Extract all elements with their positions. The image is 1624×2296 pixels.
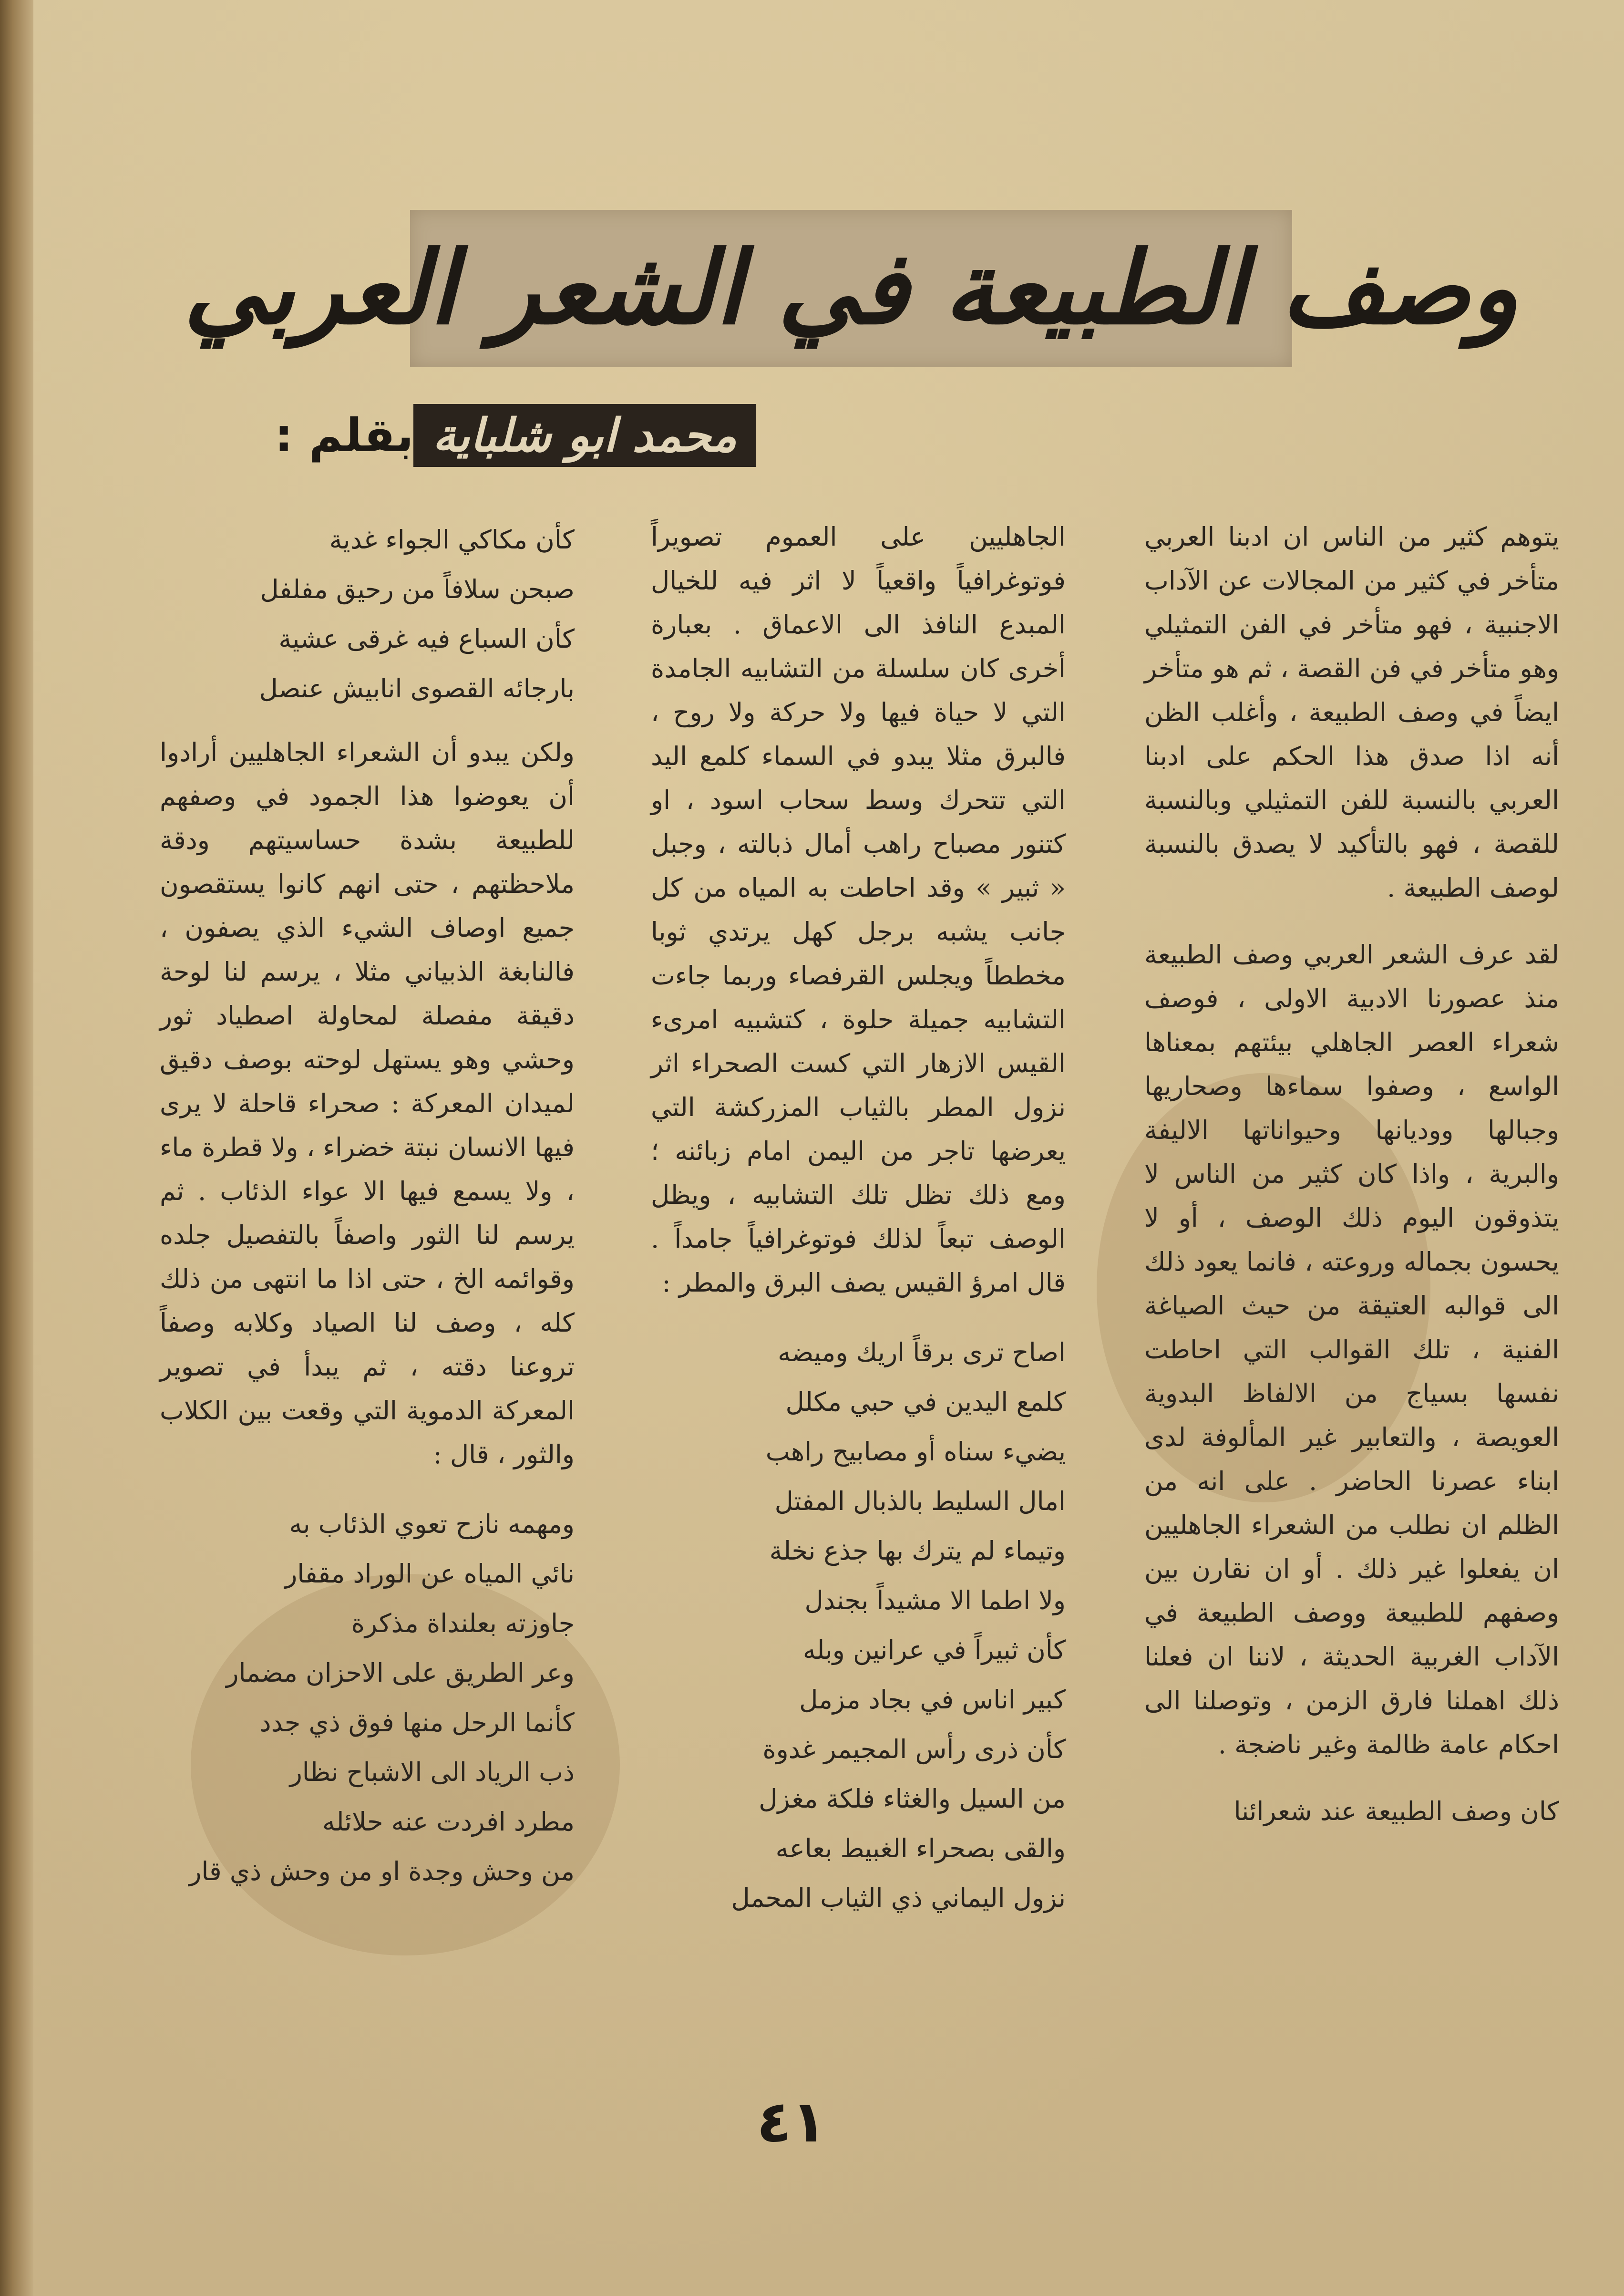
verse-line: صبحن سلافاً من رحيق مفلفل xyxy=(260,574,575,604)
text-column-left xyxy=(160,515,575,1913)
verse-line: مطرد افردت عنه حلائله xyxy=(322,1807,575,1837)
verse-line: كبير اناس في بجاد مزمل xyxy=(799,1685,1066,1715)
verse-line: يضيء سناه أو مصابيح راهب xyxy=(765,1437,1066,1467)
paragraph: كان وصف الطبيعة عند شعرائنا xyxy=(1233,1796,1559,1826)
verse-line: والقى بصحراء الغبيط بعاعه xyxy=(775,1833,1066,1863)
poem-verses xyxy=(651,1328,1066,1923)
verse-line: من وحش وجدة او من وحش ذي قار xyxy=(189,1856,575,1886)
poem-verses xyxy=(160,1500,575,1896)
title-banner xyxy=(183,210,1519,367)
verse-line: ومهمه نازح تعوي الذئاب به xyxy=(289,1509,575,1539)
verse-line: وتيماء لم يترك بها جذع نخلة xyxy=(769,1536,1066,1566)
verse-line: امال السليط بالذبال المفتل xyxy=(774,1486,1066,1516)
verse-line: كأن ثبيراً في عرانين وبله xyxy=(802,1635,1066,1665)
poem-verses xyxy=(160,515,575,714)
article-title: وصف الطبيعة في الشعر العربي xyxy=(183,230,1519,347)
verse-line: جاوزته بعلنداة مذكرة xyxy=(351,1608,575,1638)
verse-line: كلمع اليدين في حبي مكلل xyxy=(785,1387,1066,1417)
page-number: ٤١ xyxy=(756,2089,827,2155)
verse-line: كأنما الرحل منها فوق ذي جدد xyxy=(259,1707,575,1738)
verse-line: كأن السباع فيه غرقى عشية xyxy=(278,624,575,654)
verse-line: اصاح ترى برقاً اريك وميضه xyxy=(778,1337,1066,1367)
byline-prefix: بقلم : xyxy=(275,409,414,462)
verse-line: كأن ذرى رأس المجيمر غدوة xyxy=(762,1734,1066,1764)
verse-line: من السيل والغثاء فلكة مغزل xyxy=(759,1784,1066,1814)
verse-line: ذب الرياد الى الاشباح نظار xyxy=(289,1757,575,1787)
author-name: محمد ابو شلباية xyxy=(413,404,756,467)
text-column-right xyxy=(1144,515,1559,1856)
verse-line: نائي المياه عن الوراد مقفار xyxy=(285,1559,575,1589)
verse-line: ولا اطما الا مشيداً بجندل xyxy=(804,1585,1066,1615)
paragraph: ولكن يبدو أن الشعراء الجاهليين أرادوا أن يعوضوا هذا الجمود في وصفهم للطبيعة بشدة حساسيتهم ودقة ملاحظتهم ، حتى انهم كانوا يستقصون جميع اوصاف الشيء الذي يصفون ، فالنابغة الذبياني مثلا ، يرسم لنا لوحة دقيقة مفصلة لمحاولة اصطياد ثور وحشي وهو يستهل لوحته بوصف دقيق لميدان المعركة : صحراء قاحلة لا يرى فيها الانسان نبتة خضراء ، ولا قطرة ماء ، ولا يسمع فيها الا عواء الذئاب . ثم يرسم لنا الثور واصفاً بالتفصيل جلده وقوائمه الخ ، حتى اذا ما انتهى من ذلك كله ، وصف لنا الصياد وكلابه وصفاً تروعنا دقته ، ثم يبدأ في تصوير المعركة الدموية التي وقعت بين الكلاب والثور ، قال : xyxy=(160,737,575,1469)
binding-edge xyxy=(0,0,33,2296)
paragraph: الجاهليين على العموم تصويراً فوتوغرافياً واقعياً لا اثر فيه للخيال المبدع النافذ الى الاعماق . بعبارة أخرى كان سلسلة من التشابيه الجامدة التي لا حياة فيها ولا حركة ولا روح ، فالبرق مثلا يبدو في السماء كلمع اليد التي تتحرك وسط سحاب اسود ، او كتنور مصباح راهب أمال ذبالته ، وجبل « ثبير » وقد احاطت به المياه من كل جانب يشبه برجل كهل يرتدي ثوبا مخططاً ويجلس القرفصاء وربما جاءت التشابيه جميلة حلوة ، كتشبيه امرىء القيس الازهار التي كست الصحراء اثر نزول المطر بالثياب المزركشة التي يعرضها تاجر من اليمن امام زبائنه ؛ ومع ذلك تظل تلك التشابيه ، ويظل الوصف تبعاً لذلك فوتوغرافياً جامداً . قال امرؤ القيس يصف البرق والمطر : xyxy=(651,522,1066,1298)
verse-line: وعر الطريق على الاحزان مضمار xyxy=(226,1658,575,1688)
verse-line: بارجائه القصوى انابيش عنصل xyxy=(259,673,575,703)
verse-line: كأن مكاكي الجواء غدية xyxy=(329,525,575,555)
text-column-middle xyxy=(651,515,1066,1940)
paragraph: يتوهم كثير من الناس ان ادبنا العربي متأخر في كثير من المجالات عن الآداب الاجنبية ، فهو متأخر في الفن التمثيلي وهو متأخر في فن القصة ، ثم هو متأخر ايضاً في وصف الطبيعة ، وأغلب الظن أنه اذا صدق هذا الحكم على ادبنا العربي بالنسبة للفن التمثيلي وبالنسبة للقصة ، فهو بالتأكيد لا يصدق بالنسبة لوصف الطبيعة . xyxy=(1144,522,1559,903)
paragraph: لقد عرف الشعر العربي وصف الطبيعة منذ عصورنا الادبية الاولى ، فوصف شعراء العصر الجاهلي بيئتهم بمعناها الواسع ، وصفوا سماءها وصحاريها وجبالها ووديانها وحيواناتها الاليفة والبرية ، واذا كان كثير من الناس لا يتذوقون اليوم ذلك الوصف ، أو لا يحسون بجماله وروعته ، فانما يعود ذلك الى قوالبه العتيقة من حيث الصياغة الفنية ، تلك القوالب التي احاطت نفسها بسياج من الالفاظ البدوية العويصة ، والتعابير غير المألوفة لدى ابناء عصرنا الحاضر . على انه من الظلم ان نطلب من الشعراء الجاهليين ان يفعلوا غير ذلك . أو ان نقارن بين وصفهم للطبيعة ووصف الطبيعة في الآداب الغربية الحديثة ، لاننا ان فعلنا ذلك اهملنا فارق الزمن ، وتوصلنا الى احكام عامة ظالمة وغير ناضجة . xyxy=(1144,940,1559,1759)
verse-line: نزول اليماني ذي الثياب المحمل xyxy=(731,1883,1066,1913)
byline xyxy=(257,400,911,471)
